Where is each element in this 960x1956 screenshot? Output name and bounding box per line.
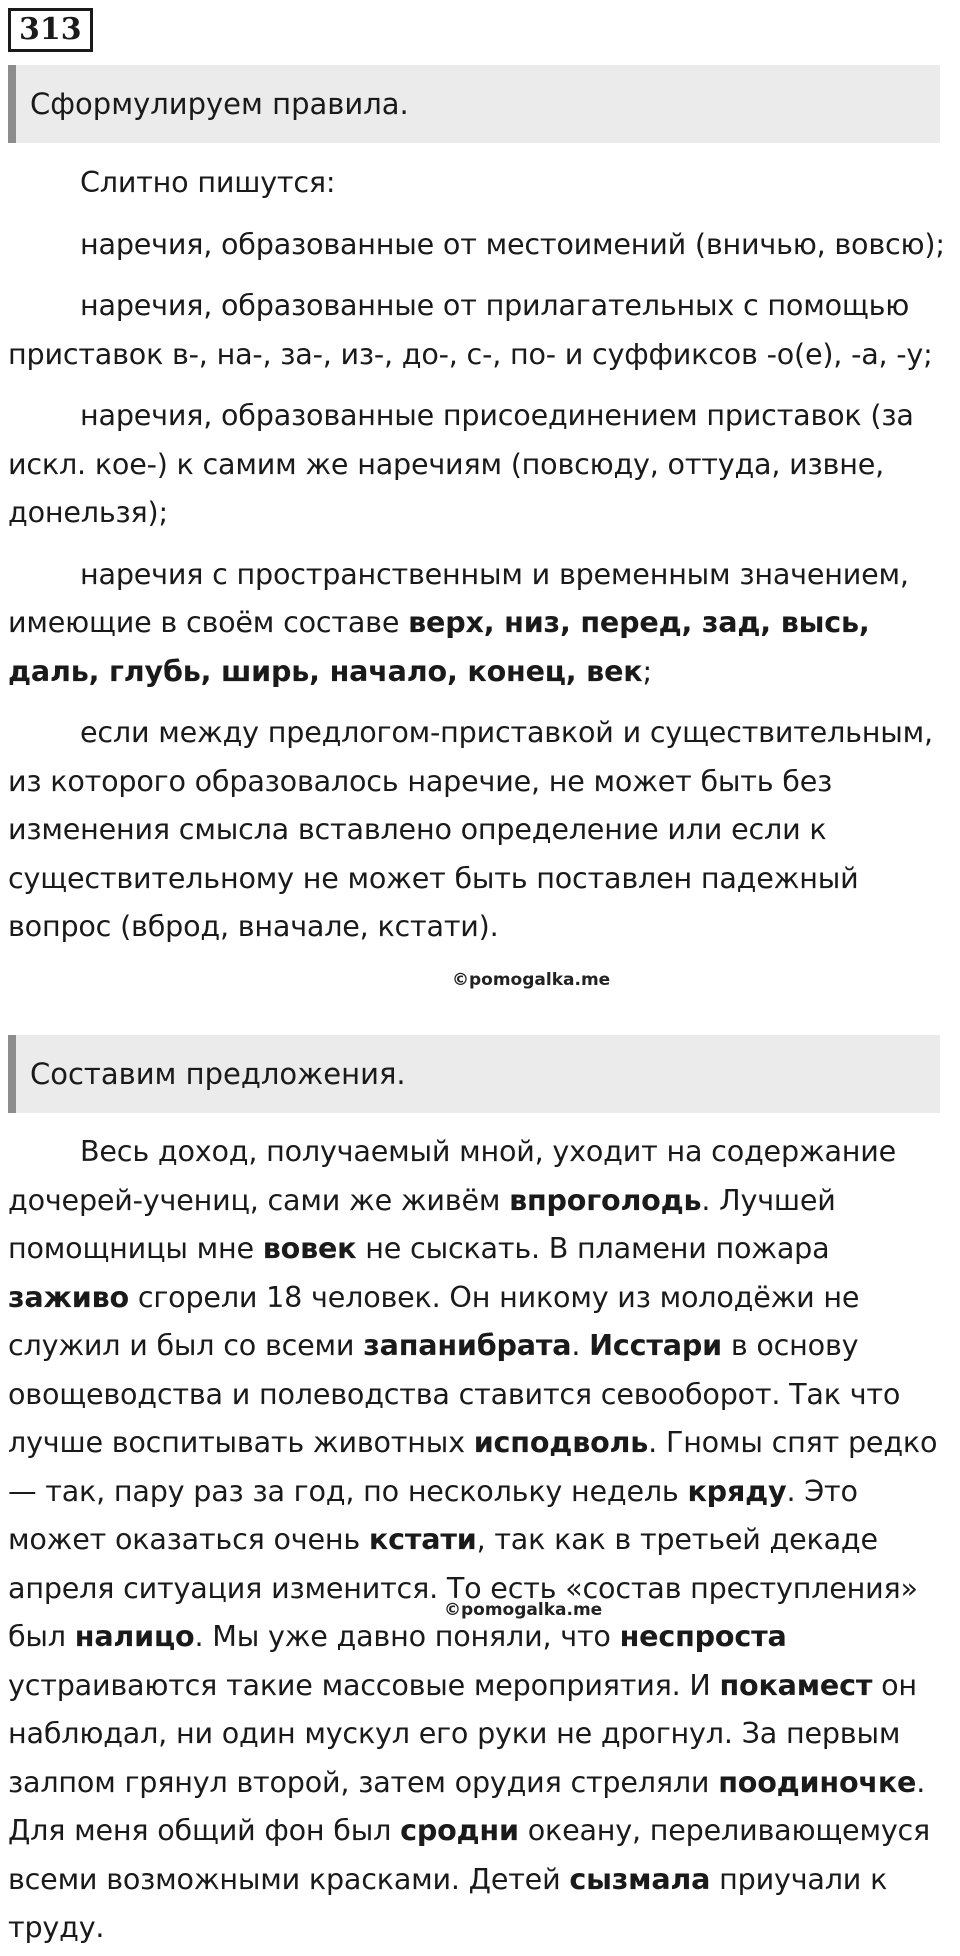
watermark: ©pomogalka.me: [452, 970, 611, 990]
adverb-bold: кряду: [687, 1473, 787, 1508]
sentence-text: в основу овощеводства и полеводства ставится севооборот. Так что лучше воспитывать животных: [8, 1328, 901, 1459]
rule-paragraph-5: если между предлогом-приставкой и существительным, из которого образовалось наречие, не может быть без изменения смысла вставлено определение или если к существительному не может быть поставлен падежный вопрос (вброд, вначале, кстати).: [8, 715, 933, 943]
adverb-bold: сызмала: [569, 1861, 711, 1896]
rules-intro: Слитно пишутся:: [80, 165, 336, 199]
sentences-paragraph: [8, 1127, 948, 1952]
adverb-bold: сродни: [400, 1813, 519, 1847]
rule-bold-words: верх, низ, перед, зад, высь, даль, глубь, ширь, начало, конец, век: [8, 605, 870, 688]
rule-paragraph-3: наречия, образованные присоединением приставок (за искл. кое-) к самим же наречиям (повсюду, оттуда, извне, донельзя);: [8, 398, 914, 529]
sentence-text: . Гномы спят редко — так, пару раз за год, по нескольку недель: [8, 1425, 938, 1508]
rule-paragraph-1: наречия, образованные от местоимений (вничью, вовсю);: [80, 226, 945, 261]
watermark: ©pomogalka.me: [444, 1600, 603, 1620]
rule-paragraph-4: [8, 550, 948, 696]
section-heading-sentences: Составим предложения.: [8, 1035, 940, 1113]
sentence-text: приучали к труду.: [8, 1861, 888, 1944]
adverb-bold: вовек: [262, 1231, 357, 1265]
sentence-text: сгорели 18 человек. Он никому из молодёжи не служил и был со всеми: [8, 1279, 860, 1362]
adverb-bold: исподволь: [473, 1425, 649, 1459]
adverb-bold: запанибрата: [363, 1328, 572, 1362]
sentence-text: он наблюдал, ни один мускул его руки не дрогнул. За первым залпом грянул второй, затем орудия стреляли: [8, 1667, 917, 1799]
sentence-text: . Это может оказаться очень: [8, 1473, 858, 1556]
task-number: 313: [8, 8, 93, 52]
adverb-bold: впроголодь: [509, 1182, 702, 1217]
adverb-bold: заживо: [8, 1279, 129, 1314]
sentence-text: .: [571, 1328, 590, 1362]
sentence-text: океану, переливающемуся всеми возможными красками. Детей: [8, 1813, 931, 1896]
rule-text: наречия с пространственным и временным значением, имеющие в своём составе: [8, 556, 909, 639]
adverb-bold: кстати: [368, 1522, 477, 1556]
adverb-bold: покамест: [719, 1667, 873, 1702]
adverb-bold: налицо: [74, 1619, 195, 1653]
sentence-text: . Мы уже давно поняли, что: [194, 1619, 620, 1653]
sentence-text: , так как в третьей декаде апреля ситуация изменится. То есть «состав преступления» был: [8, 1522, 918, 1653]
section-heading-rules: Сформулируем правила.: [8, 65, 940, 143]
rule-paragraph-2: наречия, образованные от прилагательных с помощью приставок в-, на-, за-, из-, до-, с-, по- и суффиксов -о(е), -а, -у;: [8, 288, 933, 371]
sentences-text: [8, 1127, 948, 1952]
adverb-bold: Исстари: [589, 1328, 722, 1362]
sentence-text: не сыскать. В пламени пожара: [356, 1231, 830, 1265]
sentence-text: . Для меня общий фон был: [8, 1764, 926, 1847]
sentence-text: устраиваются такие массовые мероприятия. И: [8, 1667, 720, 1702]
sentence-text: . Лучшей помощницы мне: [8, 1182, 836, 1265]
sentence-text: Весь доход, получаемый мной, уходит на содержание дочерей-учениц, сами же живём: [8, 1134, 897, 1217]
rules-text: [8, 158, 948, 951]
adverb-bold: неспроста: [619, 1619, 787, 1653]
adverb-bold: поодиночке: [718, 1764, 917, 1799]
rule-text: ;: [642, 653, 652, 688]
